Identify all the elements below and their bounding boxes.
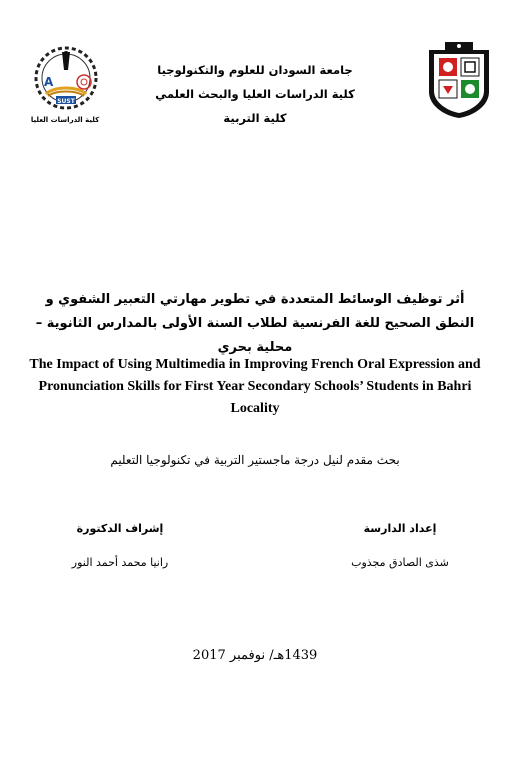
student-name: شذى الصادق مجذوب [351, 556, 449, 569]
student-label: إعداد الدارسة [363, 522, 437, 535]
faculty-name: كلية التربية [223, 111, 287, 125]
submission-date: 1439هـ/ نوفمبر 2017 [192, 648, 318, 663]
student-block [320, 512, 480, 580]
thesis-title-english: The Impact of Using Multimedia in Improving French Oral Expression and Pronunciation Skills for First Year Secondary Schools’ Students in Bahri Locality [29, 357, 481, 416]
degree-statement: بحث مقدم لنيل درجة ماجستير التربية في تكنولوجيا التعليم [110, 453, 400, 467]
supervisor-label: إشراف الدكتورة [76, 522, 164, 535]
university-name: جامعة السودان للعلوم والتكنولوجيا [157, 63, 353, 77]
gear-emblem-icon [26, 44, 104, 114]
crest-icon [425, 40, 493, 120]
supervisor-name: رانيا محمد أحمد النور [71, 556, 169, 569]
institution-header [120, 58, 390, 130]
supervisor-block [40, 512, 200, 580]
svg-text:SUST: SUST [57, 98, 75, 105]
sudan-university-crest [425, 40, 493, 120]
svg-text:A: A [44, 75, 54, 89]
sust-graduate-logo [26, 44, 104, 130]
college-name: كلية الدراسات العليا والبحث العلمي [155, 87, 355, 101]
thesis-title-arabic: أثر توظيف الوسائط المتعددة في تطوير مهارتي التعبير الشفوي و النطق الصحيح للغة الفرنسية لطلاب السنة الأولى بالمدارس الثانوية – محلية بحري [35, 292, 475, 355]
graduate-logo-caption: كلية الدراسات العليا [30, 116, 100, 124]
